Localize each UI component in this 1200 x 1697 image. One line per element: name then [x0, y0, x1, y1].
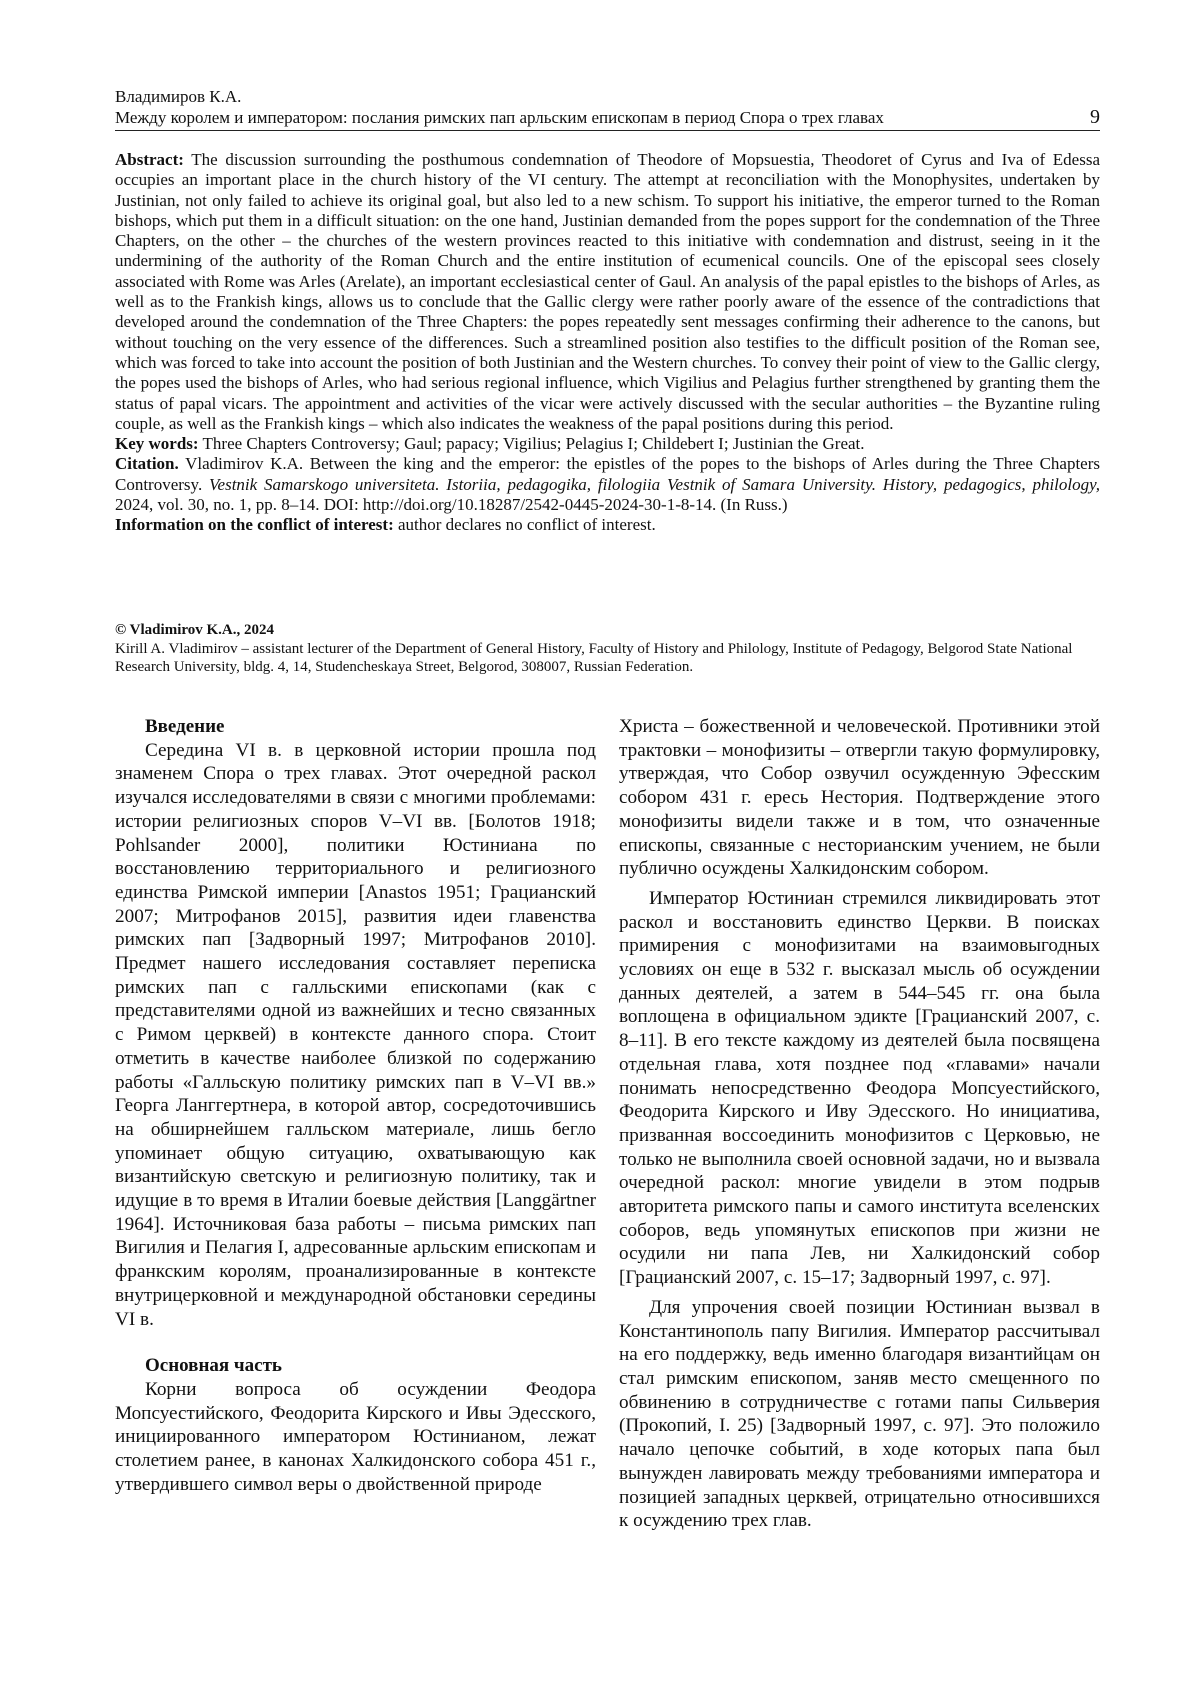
citation-journal: Vestnik Samarskogo universiteta. Istoriia, pedagogika, filologiia Vestnik of Samara University. History, pedagogics, philology, — [209, 474, 1100, 494]
main-heading: Основная часть — [145, 1355, 282, 1377]
body-column-right — [619, 715, 1100, 1533]
copyright-section — [115, 621, 1100, 677]
main-paragraph-3: Для упрочения своей позиции Юстиниан вызвал в Константинополь папу Вигилия. Император рассчитывал на его поддержку, ведь именно благодаря византийцам он стал римским епископом, заняв место смещенного по обвинению в сотрудничестве с готами папы Сильверия (Прокопий, I. 25) [Задворный 1997, с. 97]. Это положило начало цепочке событий, в ходе которых папа был вынужден лавировать между требованиями императора и позицией западных церквей, отрицательно относившихся к осуждению трех глав. — [619, 1296, 1100, 1532]
citation-paragraph — [115, 454, 1100, 515]
running-header — [115, 86, 1100, 128]
copyright-line: © Vladimirov K.A., 2024 — [115, 622, 274, 638]
body-column-left — [115, 715, 596, 1497]
author-affiliation: Kirill A. Vladimirov – assistant lecturer of the Department of General History, Faculty of History and Philology, Institute of Pedagogy, Belgorod State National Research University, bldg. 4, 14, Studencheskaya Street, Belgorod, 308007, Russian Federation. — [115, 640, 1073, 675]
header-title: Между королем и императором: послания римских пап арльским епископам в период Спора о трех главах — [115, 108, 884, 127]
page-number: 9 — [1090, 106, 1100, 128]
main-paragraph-1: Корни вопроса об осуждении Феодора Мопсуестийского, Феодорита Кирского и Ивы Эдесского, инициированного императором Юстинианом, лежат столетием ранее, в канонах Халкидонского собора 451 г., утвердившего символ веры о двойственной природе — [115, 1378, 596, 1495]
citation-text: Vladimirov K.A. Between the king and the emperor: the epistles of the popes to the bishops of Arles during the Three Chapters Controversy. — [115, 454, 1100, 494]
intro-paragraph: Середина VI в. в церковной истории прошла под знаменем Спора о трех главах. Этот очередной раскол изучался исследователями в связи с многими проблемами: истории религиозных споров V–VI вв. [Болотов 1918; Pohlsander 2000], политики Юстиниана по восстановлению территориального и религиозного единства Римской империи [Anastos 1951; Грацианский 2007; Митрофанов 2015], развития идеи главенства римских пап [Задворный 1997; Митрофанов 2010]. Предмет нашего исследования составляет переписка римских пап с галльскими епископами (как с представителями одной из важнейших и тесно связанных с Римом церквей) в контексте данного спора. Стоит отметить в качестве наиболее близкой по содержанию работы «Галльскую политику римских пап в V–VI вв.» Георга Ланггертнера, в которой автор, сосредоточившись на обширнейшем галльском материале, лишь бегло упоминает общую ситуацию, охватывающую как византийскую светскую и религиозную политику, так и идущие в то время в Италии боевые действия [Langgärtner 1964]. Источниковая база работы – письма римских пап Вигилия и Пелагия I, адресованные арльским епископам и франкским королям, проанализированные в контексте внутрицерковной и международной обстановки середины VI в. — [115, 739, 596, 1330]
conflict-label: Information on the conflict of interest: — [115, 515, 394, 535]
keywords-text: Three Chapters Controversy; Gaul; papacy; Vigilius; Pelagius I; Childebert I; Justinian the Great. — [202, 434, 865, 454]
abstract-label: Abstract: — [115, 150, 184, 169]
conflict-paragraph — [115, 515, 1100, 535]
abstract-section — [115, 150, 1100, 536]
conflict-text: author declares no conflict of interest. — [397, 515, 656, 535]
keywords-paragraph — [115, 434, 1100, 454]
abstract-text: The discussion surrounding the posthumous condemnation of Theodore of Mopsuestia, Theodoret of Cyrus and Iva of Edessa occupies an important place in the church history of the VI century. The attempt at reconciliation with the Monophysites, undertaken by Justinian, not only failed to achieve its original goal, but also led to a new schism. To support his initiative, the emperor turned to the Roman bishops, which put them in a difficult situation: on the one hand, Justinian demanded from the popes support for the condemnation of the Three Chapters, on the other – the churches of the western provinces reacted to this initiative with condemnation and distrust, seeing in it the undermining of the authority of the Roman Church and the entire institution of ecumenical councils. One of the episcopal sees closely associated with Rome was Arles (Arelate), an important ecclesiastical center of Gaul. An analysis of the papal epistles to the bishops of Arles, as well as to the Frankish kings, allows us to conclude that the Gallic clergy were rather poorly aware of the essence of the contradictions that developed around the condemnation of the Three Chapters: the popes repeatedly sent messages confirming their adherence to the canons, but without touching on the very essence of the differences. Such a streamlined position also testifies to the difficult position of the Roman see, which was forced to take into account the position of both Justinian and the Western churches. To convey their point of view to the Gallic clergy, the popes used the bishops of Arles, who had serious regional influence, which Vigilius and Pelagius further strengthened by granting them the status of papal vicars. The appointment and activities of the vicar were actively discussed with the secular authorities – the Byzantine ruling couple, as well as the Frankish kings – which also indicates the weakness of the papal positions during this period. — [115, 150, 1100, 433]
header-rule — [115, 130, 1100, 131]
main-paragraph-1-continued: Христа – божественной и человеческой. Противники этой трактовки – монофизиты – отвергли такую формулировку, утверждая, что Собор озвучил осужденную Эфесским собором 431 г. ересь Нестория. Подтверждение этого монофизиты видели также и в том, что означенные епископы, связанные с несторианским учением, не были публично осуждены Халкидонским собором. — [619, 716, 1100, 880]
header-author: Владимиров К.А. — [115, 87, 242, 106]
abstract-paragraph — [115, 150, 1100, 434]
citation-details: 2024, vol. 30, no. 1, pp. 8–14. DOI: http://doi.org/10.18287/2542-0445-2024-30-1-8-14. (In Russ.) — [115, 495, 788, 515]
main-paragraph-2: Император Юстиниан стремился ликвидировать этот раскол и восстановить единство Церкви. В поисках примирения с монофизитами на взаимовыгодных условиях он еще в 532 г. высказал мысль об осуждении данных деятелей, а затем в 544–545 гг. она была воплощена в официальном эдикте [Грацианский 2007, с. 8–11]. В его тексте каждому из деятелей была посвящена отдельная глава, хотя позднее под «главами» начали понимать непосредственно Феодора Мопсуестийского, Феодорита Кирского и Иву Эдесского. Но инициатива, призванная воссоединить монофизитов с Церковью, не только не выполнила своей основной задачи, но и вызвала очередной раскол: многие увидели в этом подрыв авторитета римского папы и самого института вселенских соборов, ведь упомянутых епископов при жизни не осудили ни папа Лев, ни Халкидонский собор [Грацианский 2007, с. 15–17; Задворный 1997, с. 97]. — [619, 887, 1100, 1289]
citation-label: Citation. — [115, 454, 179, 474]
intro-heading: Введение — [145, 716, 225, 737]
keywords-label: Key words: — [115, 434, 199, 454]
